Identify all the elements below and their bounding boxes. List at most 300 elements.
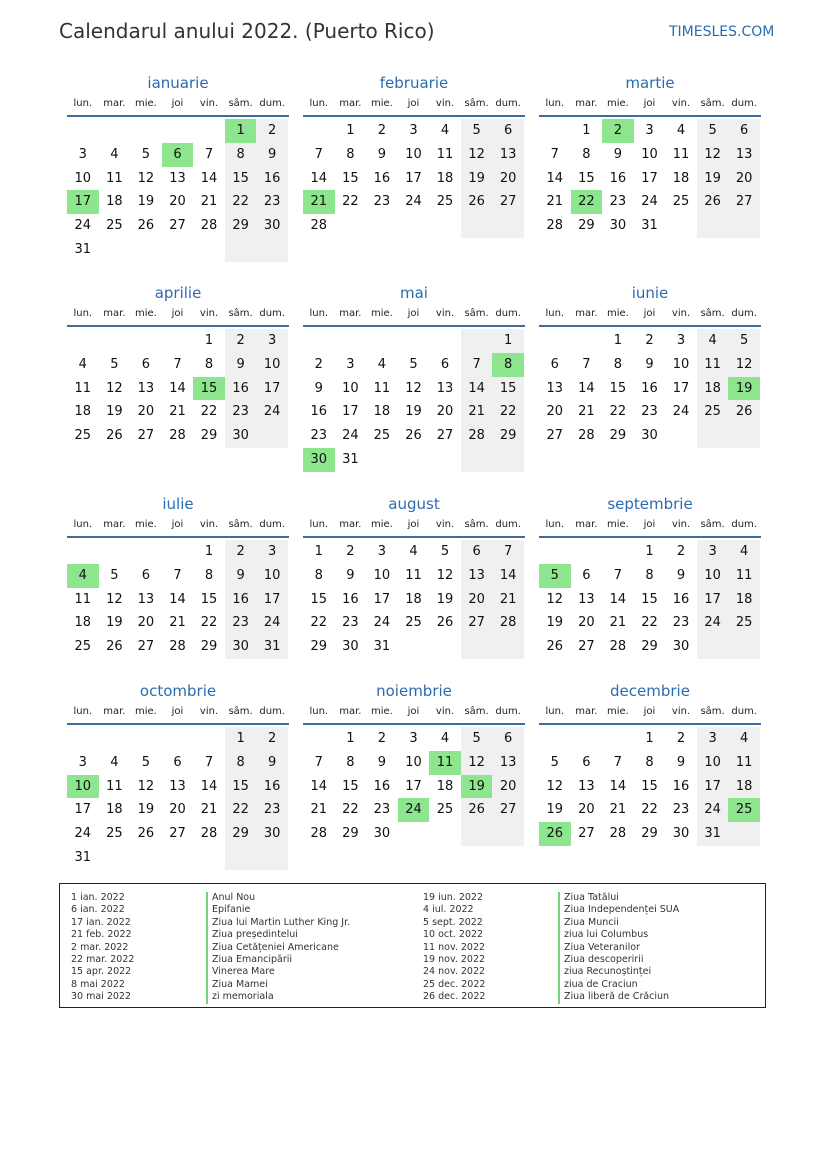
day-cell[interactable]: 17 [405, 778, 422, 794]
day-cell[interactable]: 2 [676, 731, 686, 746]
day-cell[interactable]: 9 [613, 146, 623, 162]
day-cell[interactable]: 14 [310, 778, 328, 794]
day-cell[interactable]: 5 [141, 146, 151, 162]
day-cell[interactable]: 27 [546, 428, 564, 444]
day-cell[interactable]: 1 [645, 544, 654, 559]
day-cell[interactable]: 4 [697, 329, 729, 353]
day-cell[interactable]: 15 [200, 591, 218, 607]
day-cell[interactable]: 3 [78, 146, 87, 162]
day-cell[interactable]: 23 [256, 190, 288, 214]
day-cell[interactable]: 5 [440, 544, 450, 559]
day-cell[interactable]: 25 [373, 428, 391, 444]
day-cell[interactable]: 18 [106, 194, 123, 210]
day-cell[interactable]: 23 [672, 615, 690, 631]
day-cell[interactable]: 30 [609, 218, 627, 234]
day-cell[interactable]: 13 [436, 380, 454, 396]
day-cell[interactable]: 29 [225, 214, 257, 238]
day-cell[interactable]: 31 [74, 849, 92, 865]
day-cell[interactable]: 4 [78, 356, 87, 372]
day-cell[interactable]: 17 [74, 802, 92, 818]
day-cell[interactable]: 5 [539, 564, 571, 588]
day-cell[interactable]: 29 [310, 639, 328, 655]
day-cell[interactable]: 26 [405, 428, 422, 444]
day-cell[interactable]: 1 [225, 119, 257, 143]
day-cell[interactable]: 10 [405, 146, 422, 162]
day-cell[interactable]: 13 [546, 380, 564, 396]
day-cell[interactable]: 16 [609, 170, 627, 186]
day-cell[interactable]: 17 [373, 591, 391, 607]
day-cell[interactable]: 31 [641, 218, 658, 234]
day-cell[interactable]: 19 [405, 404, 422, 420]
day-cell[interactable]: 21 [609, 802, 627, 818]
day-cell[interactable]: 7 [582, 356, 591, 372]
day-cell[interactable]: 4 [728, 727, 760, 751]
day-cell[interactable]: 15 [342, 170, 359, 186]
day-cell[interactable]: 1 [204, 333, 214, 348]
day-cell[interactable]: 25 [436, 802, 454, 818]
day-cell[interactable]: 26 [106, 639, 123, 655]
day-cell[interactable]: 25 [405, 615, 422, 631]
day-cell[interactable]: 19 [461, 167, 493, 191]
day-cell[interactable]: 16 [672, 778, 690, 794]
day-cell[interactable]: 11 [672, 146, 690, 162]
day-cell[interactable]: 3 [256, 329, 288, 353]
day-cell[interactable]: 10 [256, 564, 288, 588]
day-cell[interactable]: 8 [645, 567, 654, 583]
day-cell[interactable]: 22 [342, 802, 359, 818]
day-cell[interactable]: 18 [672, 170, 690, 186]
day-cell[interactable]: 21 [169, 615, 186, 631]
day-cell[interactable]: 26 [137, 826, 155, 842]
day-cell[interactable]: 24 [256, 400, 288, 424]
day-cell[interactable]: 2 [602, 119, 634, 143]
day-cell[interactable]: 28 [609, 639, 627, 655]
day-cell[interactable]: 8 [314, 567, 323, 583]
day-cell[interactable]: 25 [106, 826, 123, 842]
day-cell[interactable]: 13 [492, 143, 524, 167]
day-cell[interactable]: 7 [204, 754, 214, 770]
day-cell[interactable]: 15 [193, 377, 225, 401]
day-cell[interactable]: 3 [409, 123, 418, 138]
day-cell[interactable]: 9 [346, 567, 355, 583]
day-cell[interactable]: 12 [546, 591, 564, 607]
day-cell[interactable]: 2 [645, 333, 654, 348]
day-cell[interactable]: 9 [225, 353, 257, 377]
day-cell[interactable]: 17 [256, 377, 288, 401]
day-cell[interactable]: 6 [582, 567, 591, 583]
day-cell[interactable]: 18 [436, 170, 454, 186]
day-cell[interactable]: 2 [225, 540, 257, 564]
day-cell[interactable]: 1 [204, 544, 214, 559]
day-cell[interactable]: 3 [409, 731, 418, 746]
day-cell[interactable]: 22 [200, 615, 218, 631]
day-cell[interactable]: 3 [697, 727, 729, 751]
day-cell[interactable]: 24 [405, 194, 422, 210]
day-cell[interactable]: 11 [74, 591, 92, 607]
day-cell[interactable]: 12 [461, 751, 493, 775]
day-cell[interactable]: 3 [645, 123, 654, 138]
day-cell[interactable]: 26 [106, 428, 123, 444]
day-cell[interactable]: 28 [169, 639, 186, 655]
day-cell[interactable]: 11 [106, 778, 123, 794]
day-cell[interactable]: 1 [314, 544, 323, 559]
day-cell[interactable]: 3 [697, 540, 729, 564]
day-cell[interactable]: 16 [373, 170, 391, 186]
day-cell[interactable]: 17 [405, 170, 422, 186]
day-cell[interactable]: 23 [256, 798, 288, 822]
day-cell[interactable]: 14 [609, 778, 627, 794]
day-cell[interactable]: 16 [256, 775, 288, 799]
day-cell[interactable]: 12 [461, 143, 493, 167]
day-cell[interactable]: 10 [697, 751, 729, 775]
day-cell[interactable]: 23 [310, 428, 328, 444]
day-cell[interactable]: 4 [409, 544, 418, 559]
day-cell[interactable]: 5 [550, 754, 559, 770]
day-cell[interactable]: 14 [546, 170, 564, 186]
day-cell[interactable]: 26 [436, 615, 454, 631]
day-cell[interactable]: 22 [492, 400, 524, 424]
day-cell[interactable]: 14 [461, 377, 493, 401]
day-cell[interactable]: 18 [373, 404, 391, 420]
day-cell[interactable]: 20 [436, 404, 454, 420]
day-cell[interactable]: 5 [110, 356, 119, 372]
day-cell[interactable]: 17 [256, 588, 288, 612]
day-cell[interactable]: 7 [204, 146, 214, 162]
day-cell[interactable]: 24 [641, 194, 658, 210]
day-cell[interactable]: 30 [303, 448, 335, 472]
day-cell[interactable]: 6 [141, 567, 151, 583]
day-cell[interactable]: 26 [728, 400, 760, 424]
day-cell[interactable]: 20 [169, 194, 186, 210]
day-cell[interactable]: 28 [169, 428, 186, 444]
day-cell[interactable]: 2 [377, 731, 387, 746]
day-cell[interactable]: 17 [697, 588, 729, 612]
day-cell[interactable]: 18 [728, 775, 760, 799]
day-cell[interactable]: 21 [200, 194, 218, 210]
day-cell[interactable]: 20 [492, 167, 524, 191]
day-cell[interactable]: 19 [436, 591, 454, 607]
day-cell[interactable]: 2 [256, 727, 288, 751]
day-cell[interactable]: 28 [461, 424, 493, 448]
day-cell[interactable]: 13 [728, 143, 760, 167]
day-cell[interactable]: 9 [676, 567, 686, 583]
day-cell[interactable]: 8 [225, 751, 257, 775]
day-cell[interactable]: 27 [578, 826, 595, 842]
day-cell[interactable]: 24 [256, 611, 288, 635]
day-cell[interactable]: 2 [225, 329, 257, 353]
day-cell[interactable]: 23 [641, 404, 658, 420]
day-cell[interactable]: 22 [342, 194, 359, 210]
day-cell[interactable]: 6 [173, 754, 182, 770]
day-cell[interactable]: 2 [256, 119, 288, 143]
day-cell[interactable]: 23 [342, 615, 359, 631]
day-cell[interactable]: 4 [728, 540, 760, 564]
day-cell[interactable]: 20 [728, 167, 760, 191]
day-cell[interactable]: 1 [645, 731, 654, 746]
day-cell[interactable]: 31 [74, 241, 92, 257]
day-cell[interactable]: 11 [728, 751, 760, 775]
day-cell[interactable]: 10 [74, 170, 92, 186]
day-cell[interactable]: 1 [225, 727, 257, 751]
day-cell[interactable]: 10 [641, 146, 658, 162]
day-cell[interactable]: 12 [697, 143, 729, 167]
day-cell[interactable]: 10 [697, 564, 729, 588]
day-cell[interactable]: 14 [169, 380, 186, 396]
day-cell[interactable]: 8 [613, 356, 623, 372]
day-cell[interactable]: 17 [342, 404, 359, 420]
day-cell[interactable]: 20 [578, 802, 595, 818]
day-cell[interactable]: 26 [137, 218, 155, 234]
day-cell[interactable]: 16 [641, 380, 658, 396]
day-cell[interactable]: 22 [225, 190, 257, 214]
day-cell[interactable]: 6 [440, 356, 450, 372]
day-cell[interactable]: 2 [314, 356, 323, 372]
day-cell[interactable]: 11 [436, 146, 454, 162]
day-cell[interactable]: 9 [256, 143, 288, 167]
day-cell[interactable]: 14 [200, 778, 218, 794]
day-cell[interactable]: 30 [256, 822, 288, 846]
day-cell[interactable]: 20 [137, 615, 155, 631]
day-cell[interactable]: 5 [461, 727, 493, 751]
day-cell[interactable]: 22 [609, 404, 627, 420]
day-cell[interactable]: 13 [461, 564, 493, 588]
day-cell[interactable]: 15 [609, 380, 627, 396]
day-cell[interactable]: 10 [67, 775, 99, 799]
day-cell[interactable]: 21 [303, 190, 335, 214]
day-cell[interactable]: 13 [492, 751, 524, 775]
day-cell[interactable]: 18 [697, 377, 729, 401]
day-cell[interactable]: 7 [173, 567, 182, 583]
site-logo-link[interactable]: TIMESLES.COM [669, 24, 775, 40]
day-cell[interactable]: 26 [546, 639, 564, 655]
day-cell[interactable]: 15 [225, 775, 257, 799]
day-cell[interactable]: 12 [436, 567, 454, 583]
day-cell[interactable]: 8 [204, 567, 214, 583]
day-cell[interactable]: 15 [578, 170, 595, 186]
day-cell[interactable]: 25 [74, 428, 92, 444]
day-cell[interactable]: 22 [200, 404, 218, 420]
day-cell[interactable]: 9 [256, 751, 288, 775]
day-cell[interactable]: 11 [74, 380, 92, 396]
day-cell[interactable]: 22 [225, 798, 257, 822]
day-cell[interactable]: 27 [169, 218, 186, 234]
day-cell[interactable]: 17 [697, 775, 729, 799]
day-cell[interactable]: 8 [204, 356, 214, 372]
day-cell[interactable]: 29 [641, 826, 658, 842]
day-cell[interactable]: 23 [225, 611, 257, 635]
day-cell[interactable]: 13 [578, 778, 595, 794]
day-cell[interactable]: 31 [373, 639, 391, 655]
day-cell[interactable]: 9 [377, 146, 387, 162]
day-cell[interactable]: 5 [141, 754, 151, 770]
day-cell[interactable]: 24 [697, 611, 729, 635]
day-cell[interactable]: 26 [697, 190, 729, 214]
day-cell[interactable]: 12 [106, 591, 123, 607]
day-cell[interactable]: 28 [546, 218, 564, 234]
day-cell[interactable]: 21 [310, 802, 328, 818]
day-cell[interactable]: 11 [429, 751, 461, 775]
day-cell[interactable]: 29 [641, 639, 658, 655]
day-cell[interactable]: 28 [578, 428, 595, 444]
day-cell[interactable]: 10 [373, 567, 391, 583]
day-cell[interactable]: 10 [405, 754, 422, 770]
day-cell[interactable]: 21 [200, 802, 218, 818]
day-cell[interactable]: 4 [440, 123, 450, 138]
day-cell[interactable]: 23 [672, 802, 690, 818]
day-cell[interactable]: 8 [492, 353, 524, 377]
day-cell[interactable]: 8 [645, 754, 654, 770]
day-cell[interactable]: 28 [200, 826, 218, 842]
day-cell[interactable]: 25 [728, 798, 760, 822]
day-cell[interactable]: 3 [676, 333, 686, 348]
day-cell[interactable]: 8 [582, 146, 591, 162]
day-cell[interactable]: 16 [225, 588, 257, 612]
day-cell[interactable]: 21 [578, 404, 595, 420]
day-cell[interactable]: 9 [676, 754, 686, 770]
day-cell[interactable]: 10 [256, 353, 288, 377]
day-cell[interactable]: 14 [200, 170, 218, 186]
day-cell[interactable]: 10 [342, 380, 359, 396]
day-cell[interactable]: 18 [106, 802, 123, 818]
day-cell[interactable]: 30 [672, 639, 690, 655]
day-cell[interactable]: 7 [314, 754, 323, 770]
day-cell[interactable]: 28 [310, 826, 328, 842]
day-cell[interactable]: 8 [346, 754, 355, 770]
day-cell[interactable]: 16 [672, 591, 690, 607]
day-cell[interactable]: 24 [74, 826, 92, 842]
day-cell[interactable]: 1 [582, 123, 591, 138]
day-cell[interactable]: 19 [546, 615, 564, 631]
day-cell[interactable]: 27 [169, 826, 186, 842]
day-cell[interactable]: 9 [225, 564, 257, 588]
day-cell[interactable]: 19 [106, 615, 123, 631]
day-cell[interactable]: 18 [405, 591, 422, 607]
day-cell[interactable]: 14 [492, 564, 524, 588]
day-cell[interactable]: 27 [578, 639, 595, 655]
day-cell[interactable]: 21 [461, 400, 493, 424]
day-cell[interactable]: 21 [169, 404, 186, 420]
day-cell[interactable]: 19 [137, 194, 155, 210]
day-cell[interactable]: 12 [728, 353, 760, 377]
day-cell[interactable]: 23 [609, 194, 627, 210]
day-cell[interactable]: 28 [492, 611, 524, 635]
day-cell[interactable]: 17 [672, 380, 690, 396]
day-cell[interactable]: 14 [310, 170, 328, 186]
day-cell[interactable]: 29 [225, 822, 257, 846]
day-cell[interactable]: 30 [225, 635, 257, 659]
day-cell[interactable]: 30 [373, 826, 391, 842]
day-cell[interactable]: 21 [609, 615, 627, 631]
day-cell[interactable]: 6 [141, 356, 151, 372]
day-cell[interactable]: 22 [641, 802, 658, 818]
day-cell[interactable]: 13 [169, 170, 186, 186]
day-cell[interactable]: 20 [169, 802, 186, 818]
day-cell[interactable]: 11 [373, 380, 391, 396]
day-cell[interactable]: 25 [106, 218, 123, 234]
day-cell[interactable]: 15 [492, 377, 524, 401]
day-cell[interactable]: 11 [106, 170, 123, 186]
day-cell[interactable]: 12 [546, 778, 564, 794]
day-cell[interactable]: 18 [436, 778, 454, 794]
day-cell[interactable]: 27 [461, 611, 493, 635]
day-cell[interactable]: 6 [550, 356, 559, 372]
day-cell[interactable]: 20 [492, 775, 524, 799]
day-cell[interactable]: 25 [672, 194, 690, 210]
day-cell[interactable]: 13 [137, 591, 155, 607]
day-cell[interactable]: 23 [373, 802, 391, 818]
day-cell[interactable]: 22 [571, 190, 603, 214]
day-cell[interactable]: 21 [546, 194, 564, 210]
day-cell[interactable]: 24 [672, 404, 690, 420]
day-cell[interactable]: 5 [110, 567, 119, 583]
day-cell[interactable]: 27 [137, 639, 155, 655]
day-cell[interactable]: 28 [609, 826, 627, 842]
day-cell[interactable]: 24 [697, 798, 729, 822]
day-cell[interactable]: 5 [697, 119, 729, 143]
day-cell[interactable]: 15 [641, 778, 658, 794]
day-cell[interactable]: 24 [342, 428, 359, 444]
day-cell[interactable]: 23 [373, 194, 391, 210]
day-cell[interactable]: 14 [609, 591, 627, 607]
day-cell[interactable]: 11 [697, 353, 729, 377]
day-cell[interactable]: 7 [613, 754, 623, 770]
day-cell[interactable]: 7 [461, 353, 493, 377]
day-cell[interactable]: 20 [137, 404, 155, 420]
day-cell[interactable]: 19 [728, 377, 760, 401]
day-cell[interactable]: 20 [461, 588, 493, 612]
day-cell[interactable]: 6 [461, 540, 493, 564]
day-cell[interactable]: 6 [728, 119, 760, 143]
day-cell[interactable]: 13 [137, 380, 155, 396]
day-cell[interactable]: 30 [672, 826, 690, 842]
day-cell[interactable]: 10 [672, 356, 690, 372]
day-cell[interactable]: 15 [225, 167, 257, 191]
day-cell[interactable]: 25 [697, 400, 729, 424]
day-cell[interactable]: 5 [728, 329, 760, 353]
day-cell[interactable]: 27 [492, 190, 524, 214]
day-cell[interactable]: 19 [137, 802, 155, 818]
day-cell[interactable]: 3 [377, 544, 387, 559]
day-cell[interactable]: 6 [582, 754, 591, 770]
day-cell[interactable]: 16 [256, 167, 288, 191]
day-cell[interactable]: 6 [492, 119, 524, 143]
day-cell[interactable]: 4 [440, 731, 450, 746]
day-cell[interactable]: 31 [697, 822, 729, 846]
day-cell[interactable]: 7 [613, 567, 623, 583]
day-cell[interactable]: 9 [645, 356, 654, 372]
day-cell[interactable]: 3 [78, 754, 87, 770]
day-cell[interactable]: 7 [173, 356, 182, 372]
day-cell[interactable]: 24 [398, 798, 430, 822]
day-cell[interactable]: 29 [342, 826, 359, 842]
day-cell[interactable]: 16 [342, 591, 359, 607]
day-cell[interactable]: 29 [200, 639, 218, 655]
day-cell[interactable]: 27 [492, 798, 524, 822]
day-cell[interactable]: 4 [67, 564, 99, 588]
day-cell[interactable]: 19 [697, 167, 729, 191]
day-cell[interactable]: 27 [436, 428, 454, 444]
day-cell[interactable]: 22 [310, 615, 328, 631]
day-cell[interactable]: 7 [314, 146, 323, 162]
day-cell[interactable]: 2 [377, 123, 387, 138]
day-cell[interactable]: 18 [74, 615, 92, 631]
day-cell[interactable]: 20 [546, 404, 564, 420]
day-cell[interactable]: 11 [405, 567, 422, 583]
day-cell[interactable]: 1 [613, 333, 623, 348]
day-cell[interactable]: 25 [728, 611, 760, 635]
day-cell[interactable]: 9 [377, 754, 387, 770]
day-cell[interactable]: 19 [461, 775, 493, 799]
